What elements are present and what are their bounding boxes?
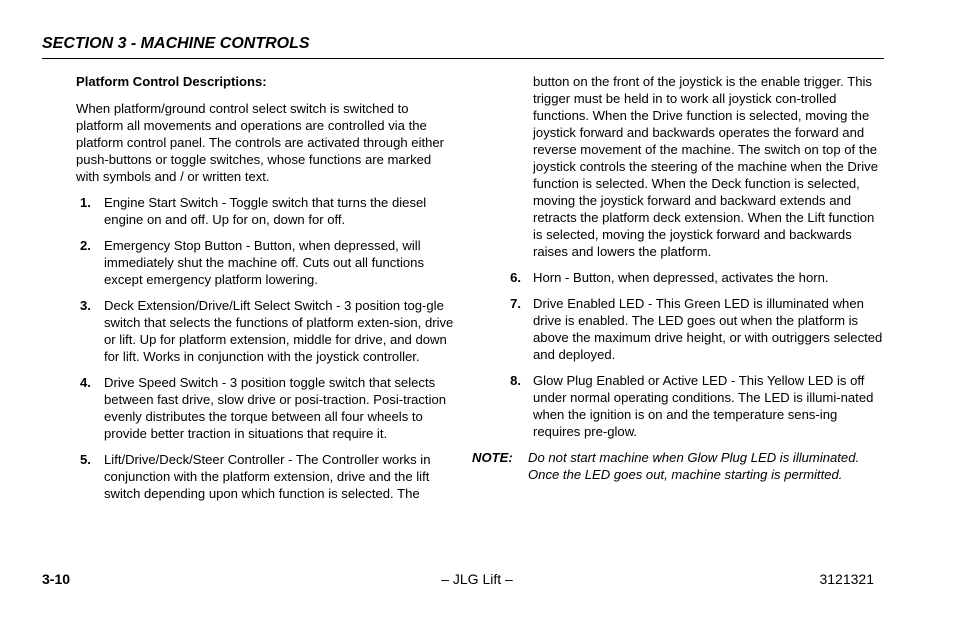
item-number: 8. (510, 373, 521, 388)
left-column (76, 73, 456, 511)
subheading: Platform Control Descriptions: (76, 74, 267, 89)
note-text: Do not start machine when Glow Plug LED is illuminated. Once the LED goes out, machine starting is permitted. (528, 450, 860, 482)
list-item (472, 295, 886, 363)
list-item (76, 297, 456, 365)
item-text: Horn - Button, when depressed, activates the horn. (533, 270, 829, 285)
header-rule (42, 58, 884, 59)
item-number: 2. (80, 238, 91, 253)
doc-number: 3121321 (819, 571, 874, 587)
item-text: Glow Plug Enabled or Active LED - This Yellow LED is off under normal operating conditions. The LED is illumi-nated when the ignition is on and the temperature sens-ing requires pre-glow. (533, 373, 874, 439)
list-item (76, 194, 456, 228)
item-number: 1. (80, 195, 91, 210)
item-text: Deck Extension/Drive/Lift Select Switch - 3 position tog-gle switch that selects the functions of platform exten-sion, drive or lift. Up for platform extension, middle for drive, and down for lift. Works in conjunction with the joystick controller. (104, 298, 454, 364)
item-5-continuation: button on the front of the joystick is the enable trigger. This trigger must be held in to work all joystick con-trolled functions. When the Drive function is selected, moving the joystick forward and backwards operates the forward and reverse movement of the machine. The switch on top of the joystick controls the steering of the machine when the Drive function is selected. When the Deck function is selected, moving the joystick forward and backward extends and retracts the platform deck extension. When the Lift function is selected, moving the joystick forward and backwards raises and lowers the platform. (533, 74, 878, 259)
right-column (472, 73, 886, 483)
list-item (472, 269, 886, 286)
footer-title: – JLG Lift – (441, 571, 513, 587)
page-number: 3-10 (42, 571, 71, 587)
item-text: Drive Speed Switch - 3 position toggle switch that selects between fast drive, slow drive or posi-traction. Posi-traction evenly distributes the torque between all four wheels to provide better traction in situations that require it. (104, 375, 447, 441)
item-text: Engine Start Switch - Toggle switch that turns the diesel engine on and off. Up for on, down for off. (104, 195, 427, 227)
item-number: 7. (510, 296, 521, 311)
note-label: NOTE: (472, 450, 513, 465)
item-text: Emergency Stop Button - Button, when depressed, will immediately shut the machine off. Cuts out all functions except emergency platform lowering. (104, 238, 424, 287)
item-number: 4. (80, 375, 91, 390)
item-text: Drive Enabled LED - This Green LED is illuminated when drive is enabled. The LED goes out when the platform is above the maximum drive height, or with outriggers selected and deployed. (533, 296, 883, 362)
list-item (76, 451, 456, 502)
note-block (472, 449, 886, 483)
item-number: 5. (80, 452, 91, 467)
item-number: 3. (80, 298, 91, 313)
item-text: Lift/Drive/Deck/Steer Controller - The Controller works in conjunction with the platform extension, drive and the lift switch depending upon which function is selected. The (104, 452, 431, 501)
list-item (76, 374, 456, 442)
section-title: SECTION 3 - MACHINE CONTROLS (42, 35, 310, 52)
item-number: 6. (510, 270, 521, 285)
list-item (472, 372, 886, 440)
list-item (76, 237, 456, 288)
intro-paragraph: When platform/ground control select switch is switched to platform all movements and operations are controlled via the platform control panel. The controls are activated through either push-buttons or toggle switches, whose functions are marked with symbols and / or written text. (76, 101, 445, 184)
